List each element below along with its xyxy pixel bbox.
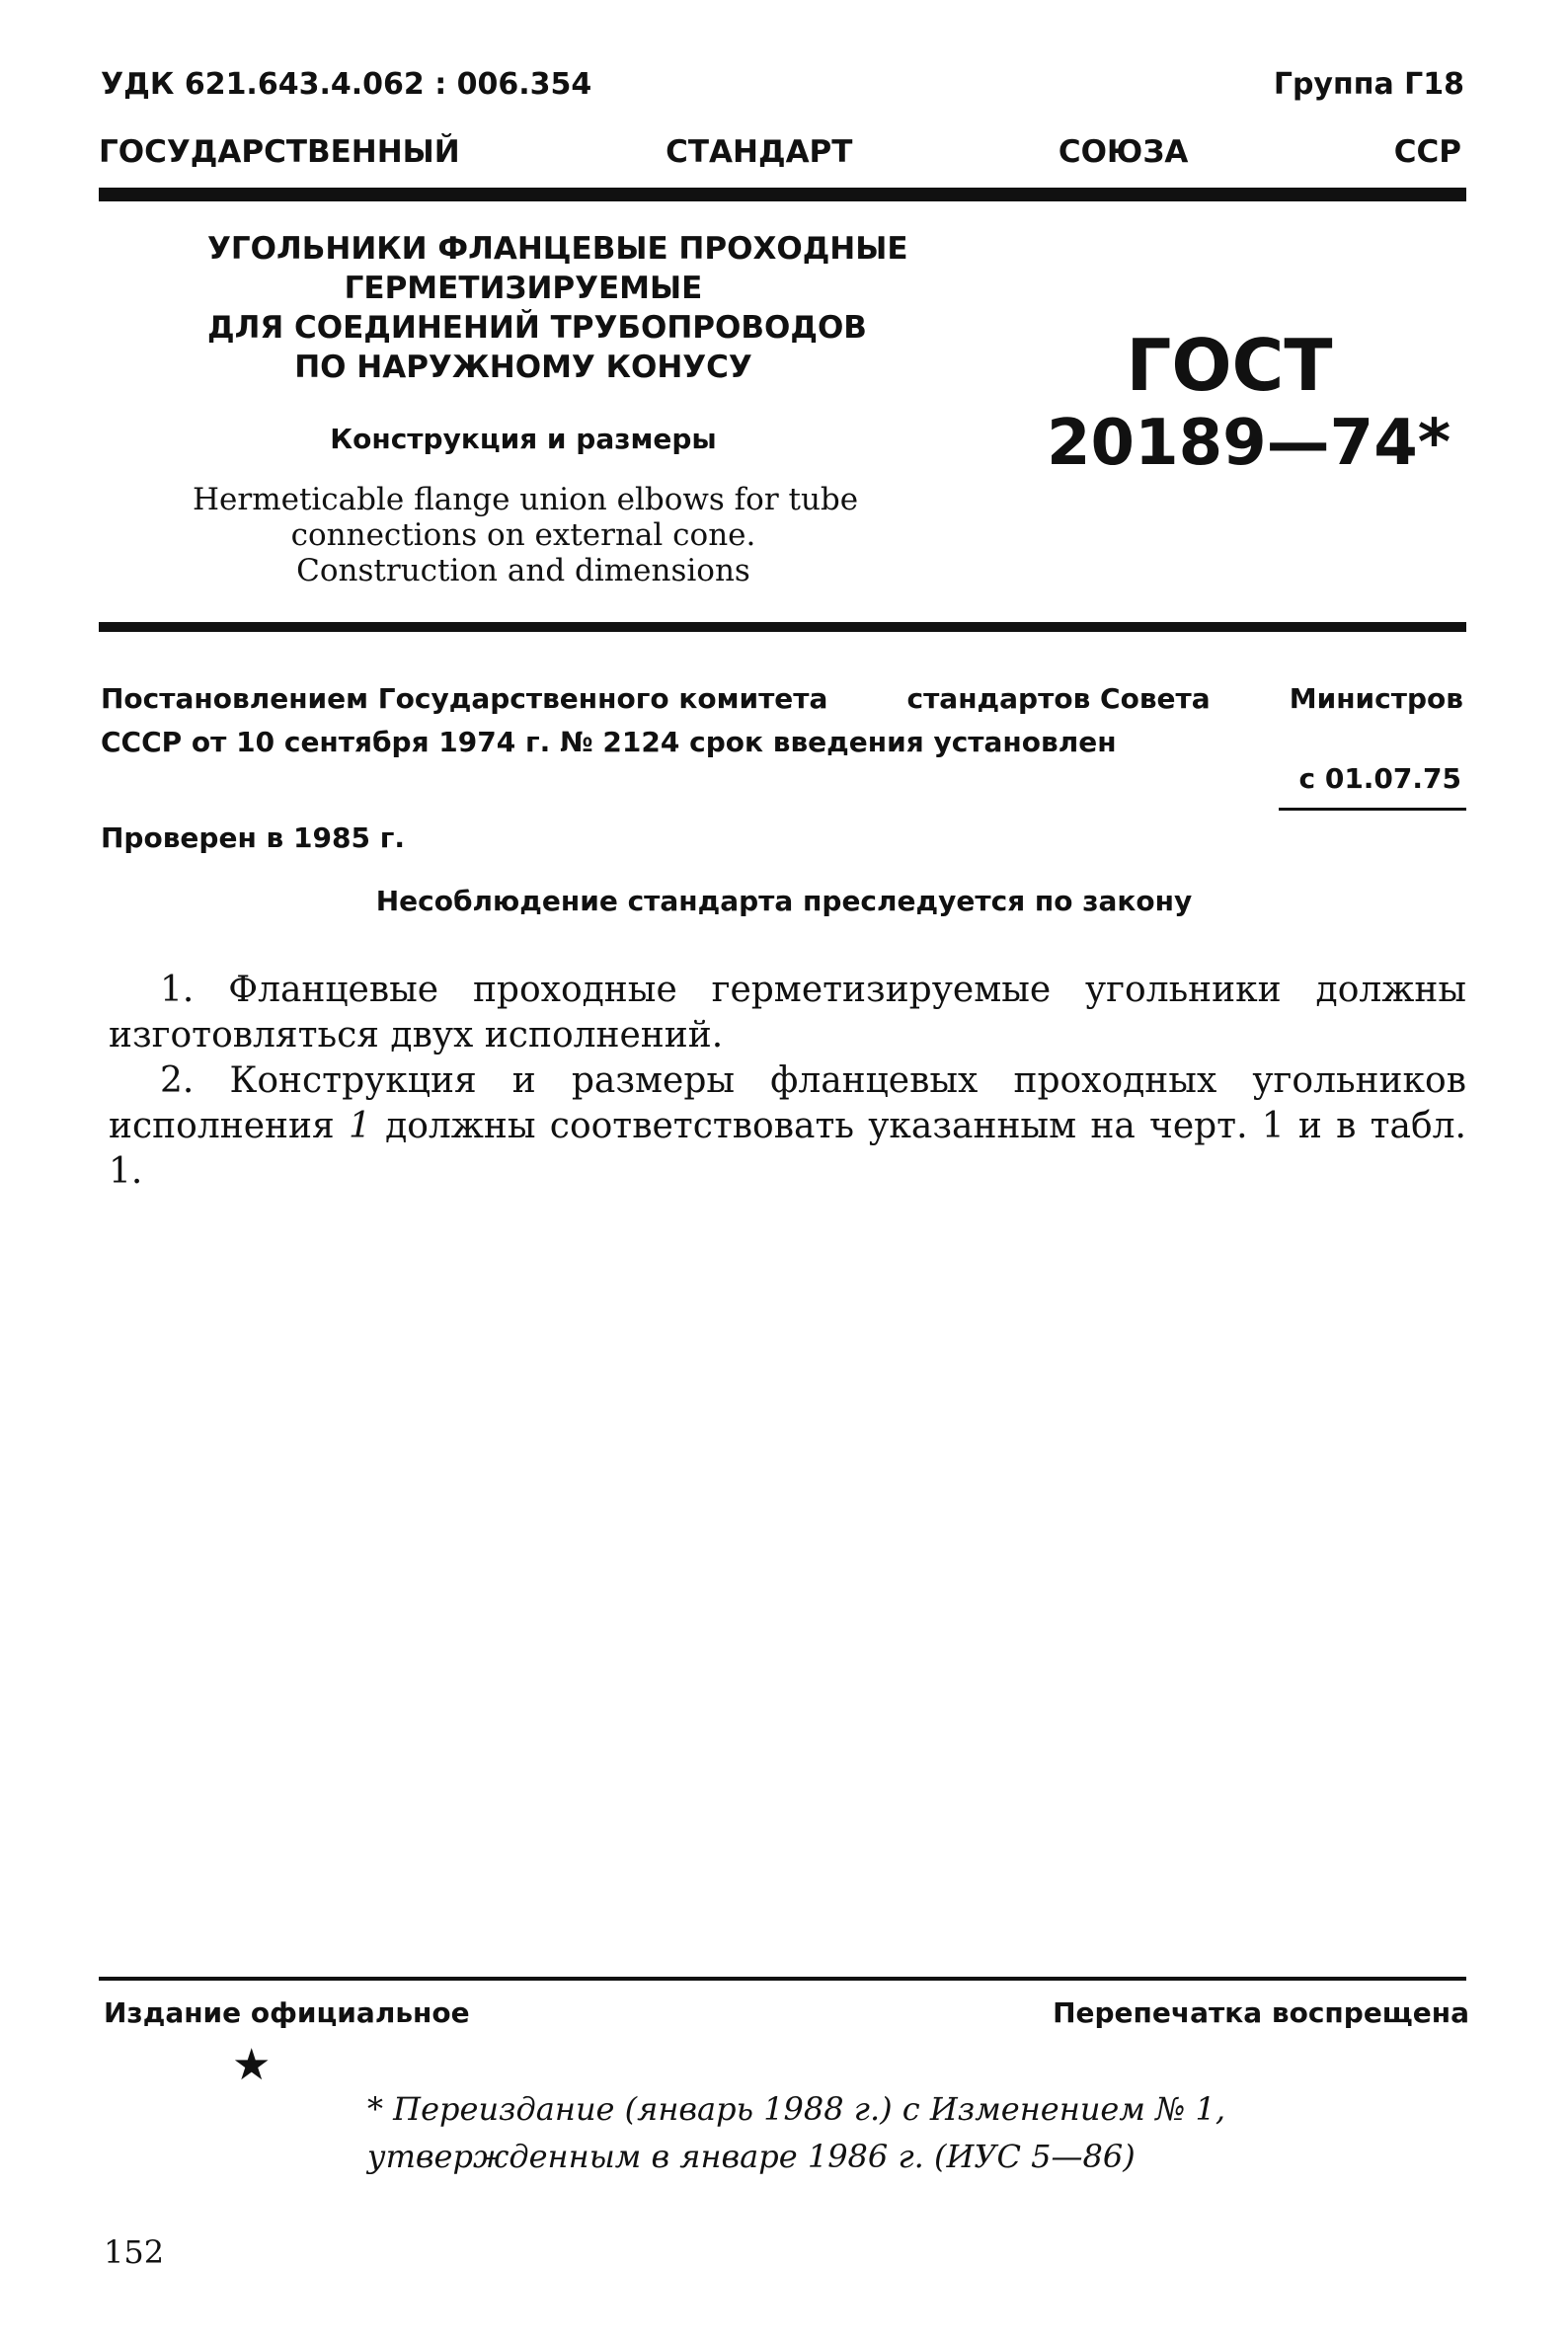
banner-word: ССР xyxy=(1393,134,1461,170)
title-line: ГЕРМЕТИЗИРУЕМЫЕ xyxy=(344,271,703,306)
top-rule xyxy=(99,188,1466,201)
footnote-line: утвержденным в январе 1986 г. (ИУС 5—86) xyxy=(367,2138,1136,2175)
middle-rule xyxy=(99,622,1466,632)
page-number: 152 xyxy=(104,2233,165,2271)
banner-word: СОЮЗА xyxy=(1058,134,1189,170)
legal-notice: Несоблюдение стандарта преследуется по закону xyxy=(375,885,1193,917)
title-line: УГОЛЬНИКИ ФЛАНЦЕВЫЕ ПРОХОДНЫЕ xyxy=(207,231,908,267)
reprint-prohibited-label: Перепечатка воспрещена xyxy=(1053,1996,1469,2029)
banner-word: СТАНДАРТ xyxy=(666,134,853,170)
effective-date: с 01.07.75 xyxy=(1298,762,1461,795)
official-edition-label: Издание официальное xyxy=(104,1996,470,2029)
clause-2-text: должны соответствовать указанным на черт. 1 и в табл. 1. xyxy=(109,1106,1466,1192)
title-russian xyxy=(207,229,908,387)
decree-part: стандартов Совета xyxy=(906,682,1211,715)
state-standard-banner xyxy=(99,134,1461,170)
clauses xyxy=(109,968,1466,1195)
footnote-line: * Переиздание (январь 1988 г.) с Изменением № 1, xyxy=(367,2090,1226,2128)
clause-1: 1. Фланцевые проходные герметизируемые угольники должны изготовляться двух исполнений. xyxy=(109,970,1466,1055)
title-line: ПО НАРУЖНОМУ КОНУСУ xyxy=(294,350,752,385)
decree-part: Министров xyxy=(1289,682,1463,715)
decree-line xyxy=(101,677,1463,721)
gost-label: ГОСТ xyxy=(1126,324,1333,407)
banner-word: ГОСУДАРСТВЕННЫЙ xyxy=(99,134,460,170)
star-icon: ★ xyxy=(232,2040,272,2090)
clause-2 xyxy=(109,1058,1466,1195)
title-en-line: connections on external cone. xyxy=(290,517,756,553)
effective-date-underline xyxy=(1279,808,1466,811)
decree-part: Постановлением Государственного комитета xyxy=(101,682,828,715)
decree-text xyxy=(101,677,1463,764)
udc-code: УДК 621.643.4.062 : 006.354 xyxy=(101,67,592,102)
variant-number: 1 xyxy=(348,1106,371,1146)
footnote xyxy=(367,2085,1355,2180)
gost-number: 20189—74* xyxy=(1047,407,1451,480)
title-english xyxy=(193,482,859,588)
clause-2-text: 2. Конструкция и размеры фланцевых проходных угольников исполнения xyxy=(109,1060,1466,1146)
bottom-rule xyxy=(99,1977,1466,1981)
title-line: ДЛЯ СОЕДИНЕНИЙ ТРУБОПРОВОДОВ xyxy=(207,310,867,346)
title-en-line: Construction and dimensions xyxy=(296,553,750,588)
group-code: Группа Г18 xyxy=(1273,67,1464,102)
subtitle-russian: Конструкция и размеры xyxy=(330,423,717,455)
decree-line: СССР от 10 сентября 1974 г. № 2124 срок введения установлен xyxy=(101,726,1117,758)
title-en-line: Hermeticable flange union elbows for tube xyxy=(193,482,859,517)
revised-note: Проверен в 1985 г. xyxy=(101,821,405,854)
